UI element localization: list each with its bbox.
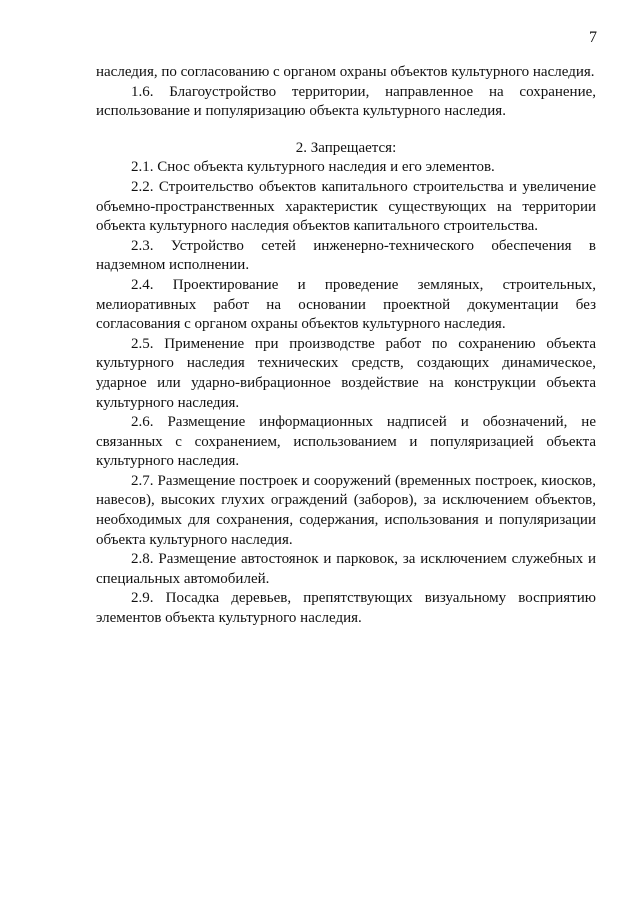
paragraph-item-2-1: 2.1. Снос объекта культурного наследия и его элементов. xyxy=(131,159,495,176)
paragraph-item-2-9: 2.9. Посадка деревьев, препятствующих визуальному восприятию элементов объекта культурного наследия. xyxy=(96,590,596,627)
paragraph-continuation: наследия, по согласованию с органом охраны объектов культурного наследия. xyxy=(96,64,595,80)
paragraph-item-2-2: 2.2. Строительство объектов капитального строительства и увеличение объемно-пространственных характеристик существующих на территории объекта культурного наследия объектов капитального строительства. xyxy=(96,178,596,235)
paragraph-item-2-6: 2.6. Размещение информационных надписей и обозначений, не связанных с сохранением, использованием и популяризацией объекта культурного наследия. xyxy=(96,414,596,470)
paragraph-item-2-7: 2.7. Размещение построек и сооружений (временных построек, киосков, навесов), высоких глухих ограждений (заборов), за исключением объектов, необходимых для сохранения, содержания, использования и популяризации объекта культурного наследия. xyxy=(96,472,596,548)
document-body xyxy=(96,63,596,629)
paragraph-item-2-8: 2.8. Размещение автостоянок и парковок, за исключением служебных и специальных автомобилей. xyxy=(96,551,596,587)
page-number: 7 xyxy=(589,29,597,46)
paragraph-item-2-5: 2.5. Применение при производстве работ по сохранению объекта культурного наследия технических средств, создающих динамическое, ударное или ударно-вибрационное воздействие на конструкции объекта культурного наследия. xyxy=(96,335,596,411)
paragraph-item-2-3: 2.3. Устройство сетей инженерно-технического обеспечения в надземном исполнении. xyxy=(96,237,596,274)
section-heading: 2. Запрещается: xyxy=(295,139,397,156)
paragraph-item-2-4: 2.4. Проектирование и проведение земляных, строительных, мелиоративных работ на основании проектной документации без согласования с органом охраны объектов культурного наследия. xyxy=(96,276,596,333)
paragraph-item-1-6: 1.6. Благоустройство территории, направленное на сохранение, использование и популяризацию объекта культурного наследия. xyxy=(96,83,596,120)
